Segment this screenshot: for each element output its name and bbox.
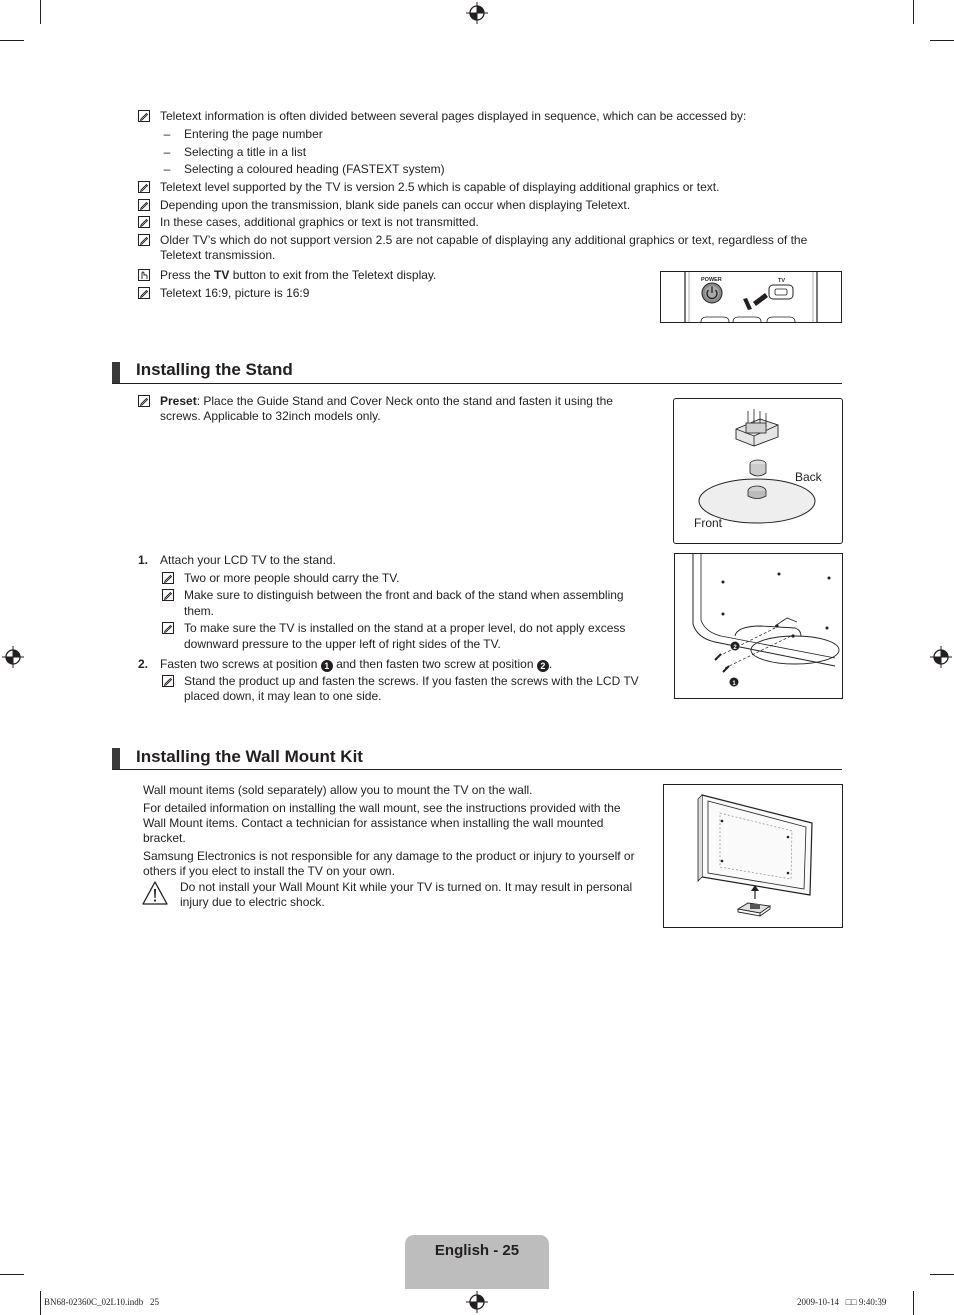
- svg-text:2: 2: [733, 645, 737, 651]
- note-icon: [162, 622, 174, 634]
- registration-mark-icon: [466, 1291, 488, 1313]
- wall-mount-figure: [663, 784, 843, 928]
- registration-mark-icon: [466, 2, 488, 24]
- preset-text: : Place the Guide Stand and Cover Neck onto the stand and fasten it using the: [196, 394, 613, 408]
- section-divider: [112, 383, 842, 384]
- press-text: Press the: [160, 268, 215, 282]
- dash-bullet: –: [163, 145, 171, 159]
- section-marker: [112, 362, 120, 384]
- wall-paragraph: others if you elect to install the TV on your own.: [143, 864, 395, 878]
- teletext-note: Depending upon the transmission, blank side panels can occur when displaying Teletext.: [160, 198, 631, 212]
- teletext-note: In these cases, additional graphics or text is not transmitted.: [160, 215, 479, 229]
- teletext-note: [160, 268, 436, 283]
- registration-mark-icon: [930, 646, 952, 668]
- preset-note: screws. Applicable to 32inch models only.: [160, 409, 381, 423]
- step-text: [160, 657, 552, 672]
- step-number: 2.: [138, 657, 149, 671]
- note-icon: [138, 234, 150, 246]
- note-icon: [138, 395, 150, 407]
- note-icon: [138, 216, 150, 228]
- tv-stand-diagram-icon: [675, 554, 842, 698]
- note-icon: [162, 589, 174, 601]
- print-file-info: BN68-02360C_02L10.indb 25: [44, 1297, 160, 1307]
- note-icon: [162, 572, 174, 584]
- preset-label: Preset: [160, 394, 197, 408]
- wall-paragraph: Wall mount items (sold separately) allow you to mount the TV on the wall.: [143, 783, 533, 797]
- remote-power-label: POWER: [701, 277, 722, 283]
- section-heading: Installing the Wall Mount Kit: [136, 747, 363, 766]
- teletext-access-item: Selecting a title in a list: [184, 145, 307, 159]
- remote-control-icon: [661, 272, 841, 322]
- step-text: Attach your LCD TV to the stand.: [160, 553, 336, 567]
- crop-mark: [40, 0, 41, 24]
- tv-button-name: TV: [214, 268, 230, 282]
- wall-paragraph: bracket.: [143, 831, 186, 845]
- step-note: To make sure the TV is installed on the stand at a proper level, do not apply excess: [184, 621, 626, 635]
- step-note: downward pressure to the upper left of right sides of the TV.: [184, 637, 501, 651]
- teletext-note: Older TV’s which do not support version 2.5 are not capable of displaying any additional graphics or text, regardless of the: [160, 233, 808, 247]
- note-icon: [138, 287, 150, 299]
- step-text-part: .: [548, 657, 553, 671]
- crop-mark: [0, 1274, 24, 1275]
- registration-mark-icon: [2, 646, 24, 668]
- note-icon: [138, 181, 150, 193]
- stand-back-label: Back: [795, 470, 822, 484]
- wall-mount-diagram-icon: [664, 785, 842, 927]
- position-1-marker: 1: [321, 660, 333, 672]
- remote-tv-label: TV: [778, 278, 786, 284]
- teletext-access-item: Entering the page number: [184, 127, 323, 141]
- position-2-marker: 2: [537, 660, 549, 672]
- dash-bullet: –: [163, 162, 171, 176]
- preset-note: [160, 394, 613, 409]
- step-note: them.: [184, 604, 215, 618]
- warning-text: Do not install your Wall Mount Kit while your TV is turned on. It may result in personal: [180, 880, 633, 894]
- wall-paragraph: For detailed information on installing the wall mount, see the instructions provided with the: [143, 801, 621, 815]
- wall-paragraph: Wall Mount items. Contact a technician for assistance when installing the wall mounted: [143, 816, 604, 830]
- section-marker: [112, 748, 120, 770]
- section-heading: Installing the Stand: [136, 360, 293, 379]
- note-icon: [162, 675, 174, 687]
- crop-mark: [913, 1291, 914, 1315]
- step-note: Make sure to distinguish between the front and back of the stand when assembling: [184, 588, 624, 602]
- stand-assembly-figure: [673, 398, 843, 544]
- page-number: English - 25: [434, 1242, 520, 1259]
- step-note: Stand the product up and fasten the screws. If you fasten the screws with the LCD TV: [184, 674, 639, 688]
- section-divider: [112, 769, 842, 770]
- warning-text: injury due to electric shock.: [180, 895, 325, 909]
- dash-bullet: –: [163, 127, 171, 141]
- step-text-part: Fasten two screws at position: [160, 657, 321, 671]
- remote-control-figure: [660, 271, 842, 323]
- teletext-note: Teletext level supported by the TV is version 2.5 which is capable of displaying additional graphics or text.: [160, 180, 720, 194]
- warning-icon: [142, 880, 168, 906]
- step-text-part: and then fasten two screw at position: [332, 657, 537, 671]
- teletext-note: Teletext 16:9, picture is 16:9: [160, 286, 310, 300]
- crop-mark: [930, 40, 954, 41]
- note-icon: [138, 110, 150, 122]
- teletext-note: Teletext transmission.: [160, 248, 276, 262]
- step-note: placed down, it may lean to one side.: [184, 689, 382, 703]
- teletext-note: Teletext information is often divided between several pages displayed in sequence, which can be accessed by:: [160, 109, 747, 123]
- note-icon: [138, 199, 150, 211]
- step-note: Two or more people should carry the TV.: [184, 571, 400, 585]
- teletext-access-item: Selecting a coloured heading (FASTEXT system): [184, 162, 445, 176]
- remote-button-note-icon: [138, 269, 150, 281]
- stand-front-label: Front: [694, 516, 723, 530]
- crop-mark: [40, 1291, 41, 1315]
- crop-mark: [930, 1274, 954, 1275]
- print-date-info: 2009-10-14 □□ 9:40:39: [797, 1297, 887, 1307]
- step-number: 1.: [138, 553, 149, 567]
- tv-stand-screws-figure: [674, 553, 843, 699]
- crop-mark: [0, 40, 24, 41]
- crop-mark: [913, 0, 914, 24]
- wall-paragraph: Samsung Electronics is not responsible for any damage to the product or injury to yourself or: [143, 849, 635, 863]
- page-number-tab: [405, 1235, 549, 1289]
- press-text: button to exit from the Teletext display.: [229, 268, 437, 282]
- svg-text:1: 1: [732, 681, 736, 687]
